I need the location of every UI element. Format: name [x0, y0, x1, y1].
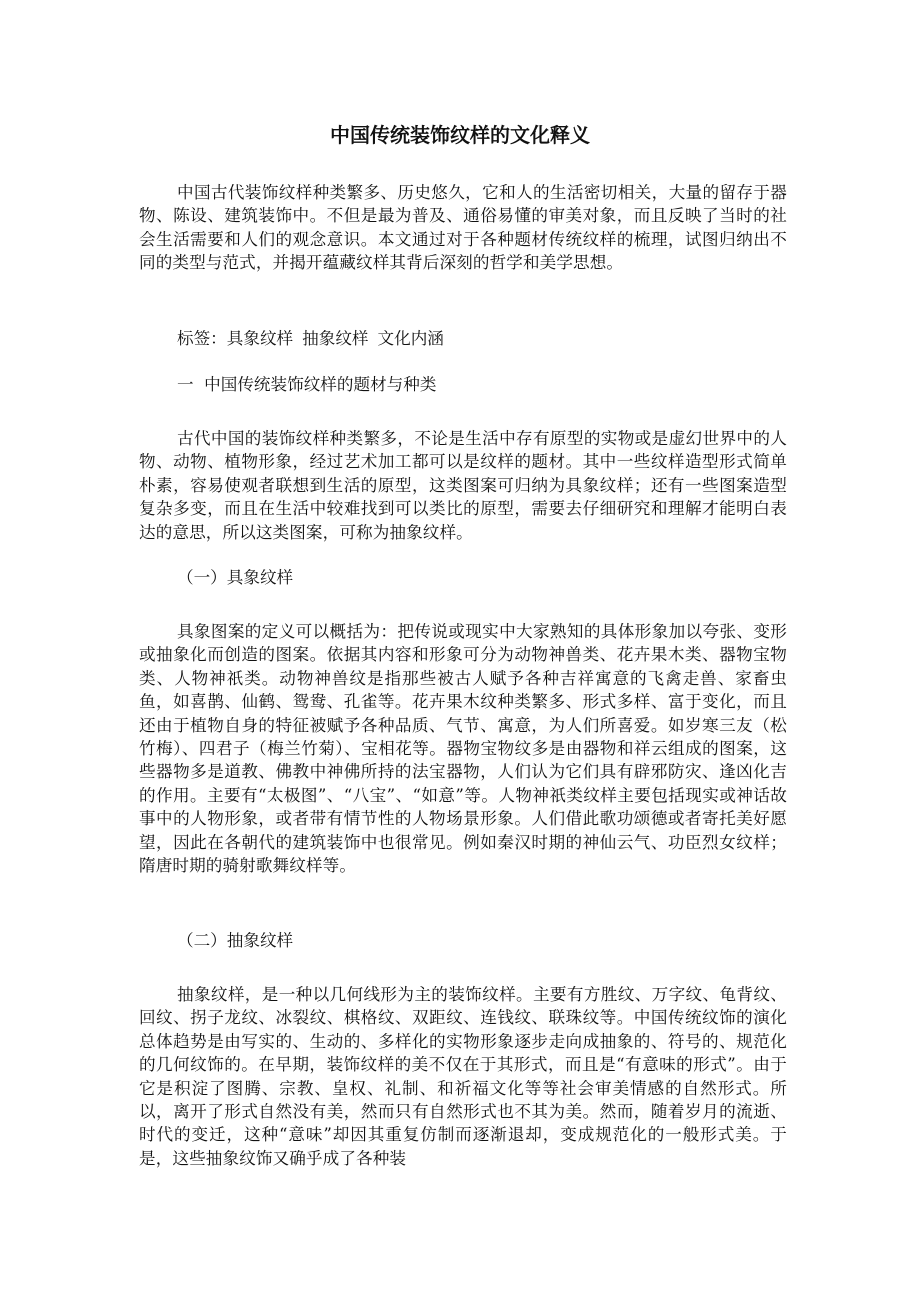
keywords-label: 标签：	[177, 329, 227, 348]
document-title: 中国传统装饰纹样的文化释义	[330, 123, 590, 147]
subsection-heading: （二）抽象纹样	[177, 931, 294, 950]
subsection-paragraph: 具象图案的定义可以概括为：把传说或现实中大家熟知的具体形象加以夸张、变形或抽象化而创造的图案。依据其内容和形象可分为动物神兽类、花卉果木类、器物宝物类、人物神祇类。动物神兽纹是指那些被古人赋予各种吉祥寓意的飞禽走兽、家畜虫鱼，如喜鹊、仙鹤、鸳鸯、孔雀等。花卉果木纹种类繁多、形式多样、富于变化，而且还由于植物自身的特征被赋予各种品质、气节、寓意，为人们所喜爱。如岁寒三友（松竹梅）、四君子（梅兰竹菊）、宝相花等。器物宝物纹多是由器物和祥云组成的图案，这些器物多是道教、佛教中神佛所持的法宝器物，人们认为它们具有辟邪防灾、逢凶化吉的作用。主要有“太极图”、“八宝”、“如意”等。人物神祇类纹样主要包括现实或神话故事中的人物形象，或者带有情节性的人物场景形象。人们借此歌功颂德或者寄托美好愿望，因此在各朝代的建筑装饰中也很常见。例如秦汉时期的神仙云气、功臣烈女纹样；隋唐时期的骑射歌舞纹样等。	[139, 622, 787, 876]
section-heading: 一 中国传统装饰纹样的题材与种类	[177, 375, 437, 394]
subsection-paragraph: 抽象纹样，是一种以几何线形为主的装饰纹样。主要有方胜纹、万字纹、龟背纹、回纹、拐子龙纹、冰裂纹、棋格纹、双距纹、连钱纹、联珠纹等。中国传统纹饰的演化总体趋势是由写实的、生动的、多样化的实物形象逐步走向成抽象的、符号的、规范化的几何纹饰的。在早期，装饰纹样的美不仅在于其形式，而且是“有意味的形式”。由于它是积淀了图腾、宗教、皇权、礼制、和祈福文化等等社会审美情感的自然形式。所以，离开了形式自然没有美，然而只有自然形式也不其为美。然而，随着岁月的流逝、时代的变迁，这种“意味”却因其重复仿制而逐渐退却，变成规范化的一般形式美。于是，这些抽象纹饰又确乎成了各种装	[139, 985, 787, 1168]
subsection-heading: （一）具象纹样	[177, 568, 294, 587]
section-paragraph: 古代中国的装饰纹样种类繁多，不论是生活中存有原型的实物或是虚幻世界中的人物、动物、植物形象，经过艺术加工都可以是纹样的题材。其中一些纹样造型形式简单朴素，容易使观者联想到生活的原型，这类图案可归纳为具象纹样；还有一些图案造型复杂多变，而且在生活中较难找到可以类比的原型，需要去仔细研究和理解才能明白表达的意思，所以这类图案，可称为抽象纹样。	[139, 429, 787, 542]
keyword-item: 抽象纹样	[302, 329, 369, 348]
keywords-line	[177, 327, 444, 350]
keyword-item: 文化内涵	[377, 329, 444, 348]
abstract-paragraph: 中国古代装饰纹样种类繁多、历史悠久，它和人的生活密切相关，大量的留存于器物、陈设、建筑装饰中。不但是最为普及、通俗易懂的审美对象，而且反映了当时的社会生活需要和人们的观念意识。本文通过对于各种题材传统纹样的梳理，试图归纳出不同的类型与范式，并揭开蕴藏纹样其背后深刻的哲学和美学思想。	[139, 183, 787, 273]
keyword-item: 具象纹样	[226, 329, 294, 348]
